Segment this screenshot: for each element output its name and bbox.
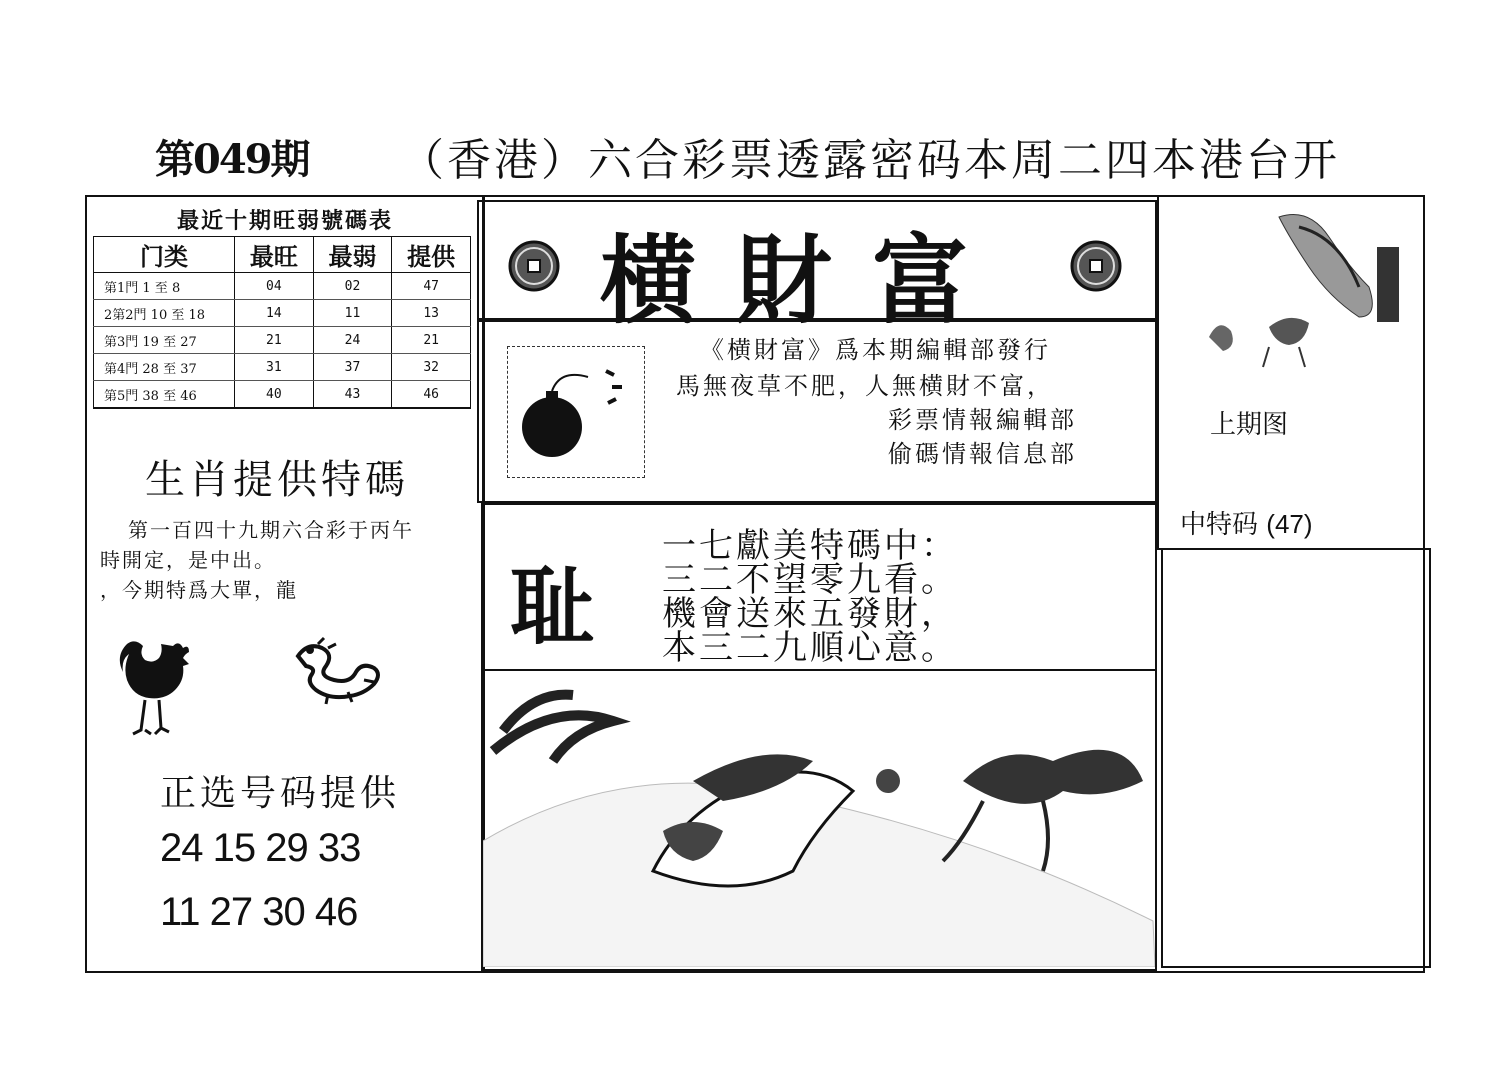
pick-title: 正选号码提供	[160, 773, 401, 814]
editorial-line-2: 馬無夜草不肥，人無横財不富，	[676, 372, 1054, 400]
col-offer: 提供	[392, 237, 471, 273]
table-row	[94, 354, 471, 381]
riddle-line-1: 一七獻美特碼中：	[662, 526, 958, 566]
riddle-character: 耻	[510, 557, 595, 656]
row-offer: 47	[392, 273, 471, 300]
row-offer: 32	[392, 354, 471, 381]
issue-number: 第049期	[155, 136, 309, 183]
cat-painting-icon	[483, 671, 1155, 967]
zodiac-line: 時開定，是中出。	[100, 548, 276, 572]
brand-title: 横財富	[600, 224, 1008, 337]
col-coldest: 最弱	[313, 237, 392, 273]
zodiac-line: 第一百四十九期六合彩于丙午	[128, 518, 414, 542]
previous-issue-box	[1157, 195, 1425, 550]
zodiac-line: ，今期特爲大單，龍	[100, 578, 298, 602]
row-coldest: 11	[313, 300, 392, 327]
riddle-line-3: 機會送來五發財，	[662, 594, 958, 634]
coin-icon	[1070, 240, 1122, 292]
table-row	[94, 381, 471, 409]
row-hottest: 21	[235, 327, 314, 354]
col-category: 门类	[94, 237, 235, 273]
row-hottest: 40	[235, 381, 314, 409]
hot-cold-table	[93, 236, 471, 409]
row-offer: 21	[392, 327, 471, 354]
special-number-label: 中特码	[1180, 510, 1259, 540]
row-category: 第5門 38 至 46	[94, 381, 235, 409]
coin-icon	[508, 240, 560, 292]
row-hottest: 14	[235, 300, 314, 327]
row-coldest: 24	[313, 327, 392, 354]
cat-painting	[481, 671, 1157, 971]
last-issue-label: 上期图	[1210, 410, 1289, 440]
row-offer: 13	[392, 300, 471, 327]
special-number-value: (47)	[1266, 509, 1313, 539]
blank-panel	[1161, 548, 1431, 968]
table-row	[94, 327, 471, 354]
rooster-icon	[115, 638, 205, 738]
row-coldest: 37	[313, 354, 392, 381]
pick-numbers-2: 11 27 30 46	[160, 890, 358, 934]
row-coldest: 43	[313, 381, 392, 409]
editorial-line-4: 偷碼情報信息部	[888, 440, 1077, 468]
bomb-icon	[508, 347, 642, 475]
table-header-row	[94, 237, 471, 273]
zodiac-text	[100, 515, 470, 605]
bomb-frame	[507, 346, 645, 478]
row-category: 第4門 28 至 37	[94, 354, 235, 381]
row-hottest: 04	[235, 273, 314, 300]
row-coldest: 02	[313, 273, 392, 300]
editorial-line-1: 《横財富》爲本期編輯部發行	[700, 336, 1051, 364]
row-hottest: 31	[235, 354, 314, 381]
row-category: 第3門 19 至 27	[94, 327, 235, 354]
dragon-icon	[288, 636, 383, 716]
table-row	[94, 273, 471, 300]
riddle-line-2: 三二不望零九看。	[662, 560, 958, 600]
zodiac-title: 生肖提供特碼	[145, 457, 409, 503]
row-category: 第1門 1 至 8	[94, 273, 235, 300]
col-hottest: 最旺	[235, 237, 314, 273]
editorial-line-3: 彩票情報編輯部	[888, 406, 1077, 434]
row-offer: 46	[392, 381, 471, 409]
previous-issue-illustration	[1159, 197, 1423, 397]
headline: （香港）六合彩票透露密码本周二四本港台开	[400, 135, 1340, 186]
riddle-line-4: 本三二九順心意。	[662, 628, 958, 668]
table-title: 最近十期旺弱號碼表	[176, 208, 393, 234]
pick-numbers-1: 24 15 29 33	[160, 826, 361, 870]
row-category: 2第2門 10 至 18	[94, 300, 235, 327]
special-number-row	[1180, 504, 1313, 541]
table-row	[94, 300, 471, 327]
